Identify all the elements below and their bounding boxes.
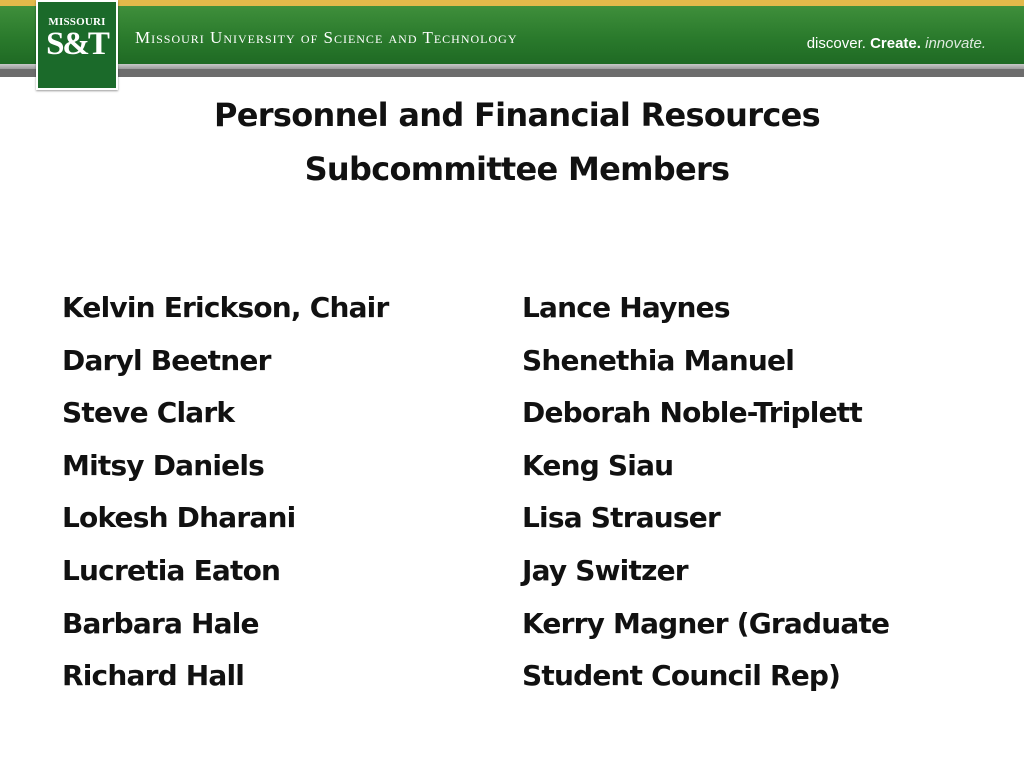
member-name: Shenethia Manuel: [522, 343, 794, 377]
page-title: [0, 88, 1024, 196]
member-name: Barbara Hale: [62, 606, 259, 640]
member-name: Daryl Beetner: [62, 343, 271, 377]
tagline-discover: discover.: [806, 35, 866, 52]
member-name: Kerry Magner (Graduate: [522, 606, 890, 640]
member-name: Mitsy Daniels: [62, 448, 265, 482]
logo-top-text: MISSOURI: [48, 16, 106, 28]
member-name: Steve Clark: [62, 396, 235, 430]
members-left-column: [62, 282, 388, 703]
member-name: Lokesh Dharani: [62, 501, 296, 535]
title-line-1: Personnel and Financial Resources: [214, 96, 820, 134]
university-name: Missouri University of Science and Technology: [135, 28, 518, 47]
members-right-column: [522, 282, 889, 703]
logo-main-text: S&T: [46, 26, 108, 62]
member-name: Keng Siau: [522, 448, 674, 482]
member-name: Lisa Strauser: [522, 501, 721, 535]
member-name: Kelvin Erickson, Chair: [62, 291, 389, 324]
tagline-innovate: innovate.: [925, 35, 986, 52]
member-name: Richard Hall: [62, 659, 245, 693]
tagline-create: Create.: [870, 35, 921, 52]
tagline: [807, 35, 986, 52]
member-name: Lucretia Eaton: [62, 553, 281, 587]
university-logo: [36, 0, 118, 90]
header-gray-stripe: [0, 69, 1024, 77]
member-name: Deborah Noble-Triplett: [522, 396, 862, 430]
member-name: Student Council Rep): [522, 659, 841, 693]
member-name: Lance Haynes: [522, 291, 730, 324]
title-line-2: Subcommittee Members: [304, 150, 730, 188]
member-name: Jay Switzer: [522, 553, 688, 587]
